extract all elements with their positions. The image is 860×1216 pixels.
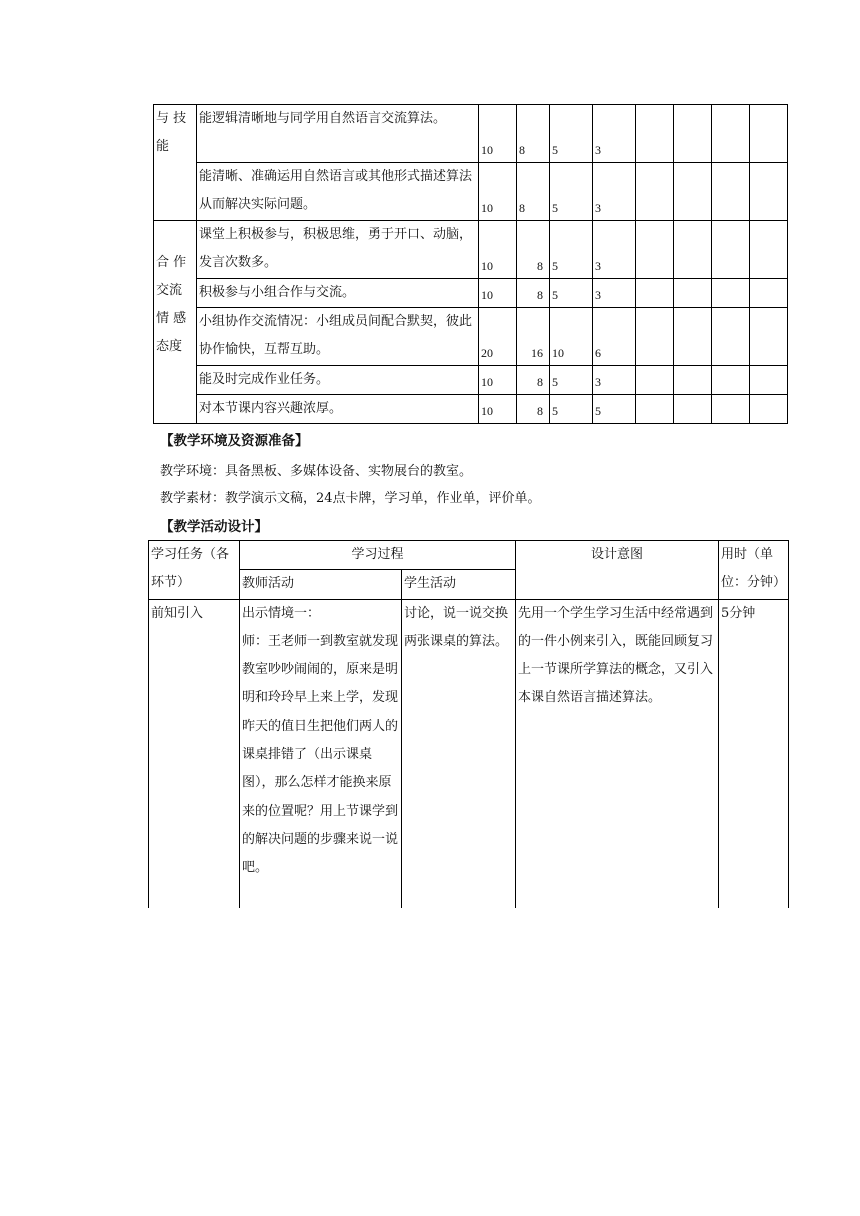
score-cell: 16 [517, 308, 550, 366]
score-cell: 10 [550, 308, 593, 366]
empty-cell [750, 279, 788, 308]
score-cell: 3 [593, 105, 636, 163]
score-cell: 8 [517, 163, 550, 221]
criterion-cell: 能逻辑清晰地与同学用自然语言交流算法。 [197, 105, 479, 163]
score-cell: 3 [593, 163, 636, 221]
criterion-cell: 课堂上积极参与，积极思维，勇于开口、动脑，发言次数多。 [197, 221, 479, 279]
empty-cell [712, 163, 750, 221]
env-text: 教学环境：具备黑板、多媒体设备、实物展台的教室。 [160, 464, 473, 479]
row-task: 前知引入 [149, 599, 240, 908]
empty-cell [636, 221, 674, 279]
row-student: 讨论，说一说交换两张课桌的算法。 [402, 599, 516, 908]
empty-cell [712, 105, 750, 163]
criterion-cell: 能清晰、准确运用自然语言或其他形式描述算法从而解决实际问题。 [197, 163, 479, 221]
score-cell: 10 [479, 279, 517, 308]
score-cell: 10 [479, 221, 517, 279]
score-cell: 6 [593, 308, 636, 366]
empty-cell [750, 221, 788, 279]
score-cell: 10 [479, 105, 517, 163]
header-student: 学生活动 [402, 570, 516, 599]
table-row [154, 308, 788, 366]
score-cell: 10 [479, 395, 517, 424]
score-cell: 5 [550, 221, 593, 279]
header-task: 学习任务（各环节） [149, 541, 240, 600]
header-intent: 设计意图 [516, 541, 719, 600]
empty-cell [636, 308, 674, 366]
empty-cell [636, 279, 674, 308]
empty-cell [750, 366, 788, 395]
criterion-cell: 能及时完成作业任务。 [197, 366, 479, 395]
score-cell: 5 [593, 395, 636, 424]
empty-cell [674, 163, 712, 221]
score-cell: 5 [550, 279, 593, 308]
score-cell: 3 [593, 221, 636, 279]
table-row [154, 279, 788, 308]
criterion-cell: 对本节课内容兴趣浓厚。 [197, 395, 479, 424]
empty-cell [674, 366, 712, 395]
criterion-cell: 小组协作交流情况：小组成员间配合默契，彼此协作愉快，互帮互助。 [197, 308, 479, 366]
materials-text: 教学素材：教学演示文稿，24点卡牌，学习单，作业单，评价单。 [160, 491, 541, 506]
score-cell: 8 [517, 105, 550, 163]
evaluation-table [153, 104, 788, 424]
empty-cell [750, 308, 788, 366]
score-cell: 8 [517, 279, 550, 308]
header-process: 学习过程 [240, 541, 516, 570]
table-row [154, 221, 788, 279]
empty-cell [750, 395, 788, 424]
table-row [154, 105, 788, 163]
empty-cell [636, 395, 674, 424]
empty-cell [674, 221, 712, 279]
score-cell: 5 [550, 163, 593, 221]
score-cell: 10 [479, 366, 517, 395]
score-cell: 3 [593, 279, 636, 308]
score-cell: 5 [550, 105, 593, 163]
table-row [154, 366, 788, 395]
score-cell: 5 [550, 366, 593, 395]
empty-cell [636, 163, 674, 221]
criterion-cell: 积极参与小组合作与交流。 [197, 279, 479, 308]
score-cell: 5 [550, 395, 593, 424]
table-row [154, 163, 788, 221]
header-teacher: 教师活动 [240, 570, 402, 599]
empty-cell [636, 105, 674, 163]
score-cell: 3 [593, 366, 636, 395]
score-cell: 8 [517, 395, 550, 424]
row-time: 5分钟 [719, 599, 789, 908]
empty-cell [674, 105, 712, 163]
empty-cell [712, 395, 750, 424]
env-heading: 【教学环境及资源准备】 [160, 433, 309, 449]
row-intent: 先用一个学生学习生活中经常遇到的一件小例来引入，既能回顾复习上一节课所学算法的概念，又引入本课自然语言描述算法。 [516, 599, 719, 908]
header-time: 用时（单位：分钟） [719, 541, 789, 600]
empty-cell [712, 308, 750, 366]
empty-cell [750, 105, 788, 163]
empty-cell [636, 366, 674, 395]
score-cell: 8 [517, 221, 550, 279]
empty-cell [750, 163, 788, 221]
category-cell: 与 技 能 [154, 105, 197, 221]
empty-cell [712, 279, 750, 308]
row-teacher: 出示情境一： 师：王老师一到教室就发现教室吵吵闹闹的，原来是明明和玲玲早上来上学，发现昨天的值日生把他们两人的课桌排错了（出示课桌图），那么怎样才能换来原来的位置呢？用上节课学到的解决问题的步骤来说一说吧。 [240, 599, 402, 908]
activity-heading: 【教学活动设计】 [160, 519, 268, 535]
empty-cell [712, 366, 750, 395]
empty-cell [674, 395, 712, 424]
empty-cell [674, 308, 712, 366]
score-cell: 10 [479, 163, 517, 221]
table-row [154, 395, 788, 424]
empty-cell [674, 279, 712, 308]
activity-table [148, 540, 789, 908]
category-cell: 合 作 交流 情 感 态度 [154, 221, 197, 424]
empty-cell [712, 221, 750, 279]
score-cell: 20 [479, 308, 517, 366]
score-cell: 8 [517, 366, 550, 395]
